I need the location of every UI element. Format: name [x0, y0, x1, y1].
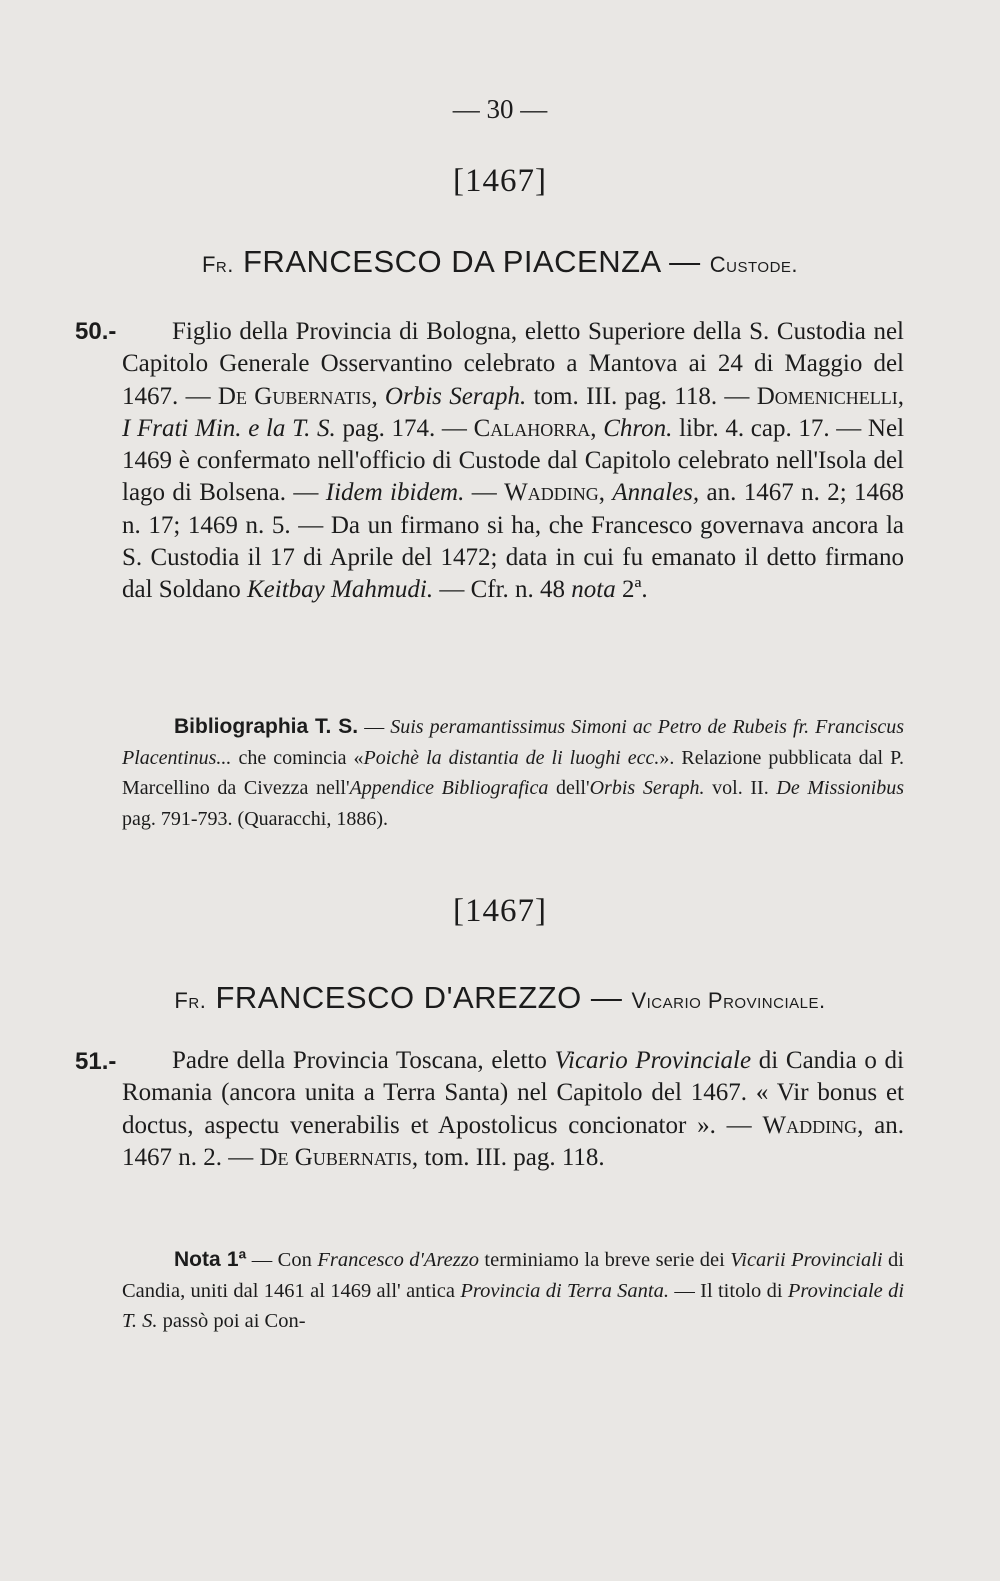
text-run: 2ª.: [622, 576, 648, 604]
friar-prefix: Fr.: [201, 252, 234, 277]
work-title: Chron.: [603, 414, 673, 442]
text-run: , an. 1467 n. 2. —: [122, 1111, 904, 1171]
entry-number: 50.-: [75, 318, 117, 345]
text-run: —: [471, 479, 497, 507]
work-title: Annales,: [612, 479, 700, 507]
office-title: Vicario Provinciale: [554, 1047, 752, 1074]
text-run: passò poi ai Con-: [162, 1310, 306, 1332]
text-run: di Candia, uniti dal 1461 al 1469 all' antica: [122, 1249, 904, 1302]
author-name: Domenichelli: [756, 382, 898, 410]
work-title: I Frati Min. e la T. S.: [122, 414, 336, 442]
text-run: — Con: [251, 1249, 312, 1271]
heading-dash: —: [669, 244, 701, 279]
bibliography-label: Bibliographia T. S.: [174, 715, 359, 738]
work-title: Orbis Seraph.: [589, 777, 705, 799]
text-run: terminiamo la breve serie dei: [484, 1249, 725, 1271]
text-run: Figlio della Provincia di Bologna, eletto Superiore della S. Custodia nel Capitolo Generale Osservantino celebrato a Mantova ai 24 di Maggio del 1467. —: [122, 318, 904, 410]
footnote: [122, 1245, 904, 1337]
text-run: pag. 174. —: [342, 414, 467, 442]
author-name: De Gubernatis: [217, 382, 372, 410]
work-title: De Missionibus: [776, 777, 905, 799]
text-run: — Cfr. n. 48: [439, 576, 566, 604]
work-title: Poichè la distantia de li luoghi ecc.: [363, 746, 660, 769]
friar-title: Vicario Provinciale.: [631, 988, 826, 1013]
friar-prefix: Fr.: [174, 988, 207, 1013]
work-title: Orbis Seraph.: [384, 382, 527, 410]
text-run: vol. II.: [712, 777, 769, 799]
text-run: — Il titolo di: [674, 1279, 783, 1302]
heading-dash: —: [590, 980, 623, 1015]
text-run: che comincia «: [238, 746, 364, 769]
text-run: Padre della Provincia Toscana, eletto: [172, 1047, 547, 1074]
proper-name: Keitbay Mahmudi.: [247, 576, 434, 604]
text-run: pag. 791-793. (Quaracchi, 1886).: [122, 807, 389, 830]
note-ref: nota: [571, 576, 616, 604]
work-title: Iidem ibidem.: [325, 479, 465, 507]
entry-heading: [0, 244, 1000, 280]
text-run: libr. 4. cap. 17. — Nel 1469 è confermato nell'officio di Custode dal Capitolo celebrato nell'Isola del lago di Bolsena. —: [122, 414, 905, 507]
office-title: Provinciale di T. S.: [122, 1279, 905, 1332]
entry-number: 51.-: [75, 1048, 117, 1075]
friar-name: FRANCESCO D'AREZZO: [215, 980, 582, 1015]
author-name: Wadding: [762, 1111, 858, 1139]
proper-name: Francesco d'Arezzo: [317, 1249, 479, 1271]
friar-name: FRANCESCO DA PIACENZA: [243, 244, 661, 279]
text-run: an. 1467 n. 2; 1468 n. 17; 1469 n. 5. — Da un firmano si ha, che Francesco governava ancora la S. Custodia il 17 di Aprile del 1472; data in cui fu emanato il detto firmano dal Soldano: [122, 479, 905, 604]
text-run: dell': [556, 777, 590, 799]
work-title: Appendice Bibliografica: [349, 777, 549, 799]
text-run: , tom. III. pag. 118.: [411, 1143, 605, 1171]
bibliography: [122, 712, 904, 834]
entry-text: Figlio della Provincia di Bologna, eletto Superiore della S. Custodia nel Capitolo Generale Osservantino celebrato a Mantova ai 24 di Maggio del 1467. — De Gubernatis, Orbis Seraph. tom. III. pag. 118. — Domenichelli, I Frati Min. e la T. S. pag. 174. — Calahorra, Chron. libr. 4. cap. 17. — Nel 1469 è confermato nell'officio di Custode dal Capitolo celebrato nell'Isola del lago di Bolsena. — Iidem ibidem. — Wadding, Annales, an. 1467 n. 2; 1468 n. 17; 1469 n. 5. — Da un firmano si ha, che Francesco governava ancora la S. Custodia il 17 di Aprile del 1472; data in cui fu emanato il detto firmano dal Soldano Keitbay Mahmudi. — Cfr. n. 48 nota 2ª.: [122, 318, 905, 604]
province-name: Provincia di Terra Santa.: [460, 1279, 669, 1302]
text-run: ». Relazione pubblicata dal P. Marcellino da Civezza nell': [122, 746, 905, 799]
office-title: Vicarii Provinciali: [730, 1249, 883, 1271]
note-label: Nota 1ª: [174, 1248, 247, 1271]
entry-text: [122, 1045, 904, 1174]
page-number: — 30 —: [452, 94, 548, 124]
year-heading: [1467]: [453, 893, 547, 929]
entry-heading: [0, 980, 1000, 1016]
friar-title: Custode.: [709, 252, 799, 277]
author-name: De Gubernatis: [259, 1143, 412, 1171]
text-run: —: [364, 716, 385, 738]
author-name: Calahorra: [473, 414, 591, 442]
text-run: tom. III. pag. 118. —: [533, 382, 750, 410]
text-run: di Candia o di Romania (ancora unita a Terra Santa) nel Capitolo del 1467. « Vir bonus et doctus, aspectu venerabilis et Apostolicus concionator ». —: [122, 1047, 905, 1139]
work-title: Suis peramantissimus Simoni ac Petro de Rubeis fr. Franciscus Placentinus...: [122, 716, 905, 769]
year-heading: [1467]: [453, 163, 547, 199]
author-name: Wadding: [504, 479, 599, 507]
